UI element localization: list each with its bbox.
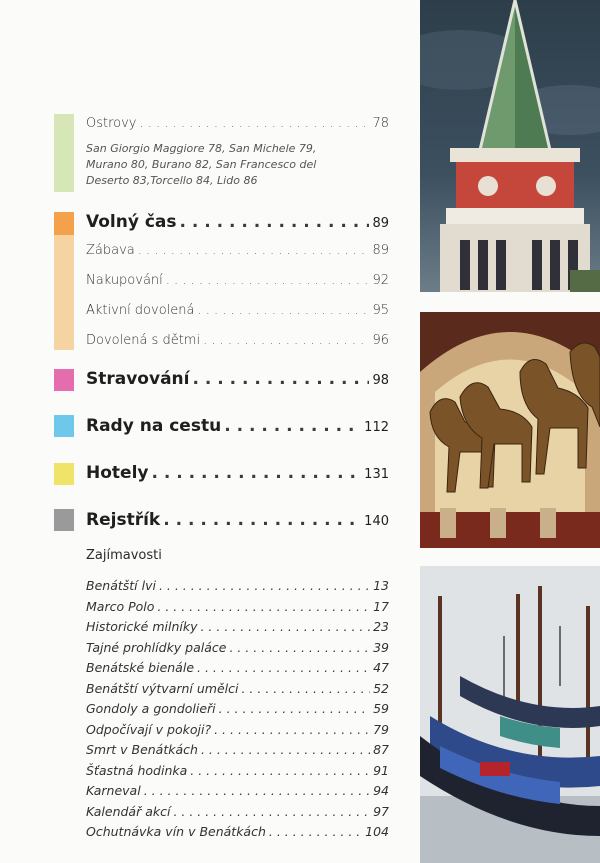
section-title: Hotely — [86, 463, 149, 483]
horses-illustration — [420, 312, 600, 548]
toc-section-hotely[interactable] — [86, 463, 389, 483]
dot-leader — [241, 681, 370, 696]
dot-leader — [166, 273, 370, 288]
zajimavosti-entry-page: 94 — [373, 783, 389, 798]
zajimavosti-entry-title: Ochutnávka vín v Benátkách — [86, 824, 266, 839]
zajimavosti-heading: Zajímavosti — [86, 548, 162, 563]
toc-entry-page: 92 — [372, 273, 389, 288]
toc-entry-nakupovani[interactable] — [86, 273, 389, 288]
dot-leader — [138, 243, 370, 258]
zajimavosti-entry-title: Šťastná hodinka — [86, 762, 188, 778]
dot-leader — [192, 369, 369, 389]
zajimavosti-entry-title: Kalendář akcí — [86, 803, 171, 819]
toc-entry-page: 96 — [372, 333, 389, 348]
zajimavosti-entry[interactable] — [86, 742, 389, 757]
campanile-photo — [420, 0, 600, 292]
zajimavosti-entry[interactable] — [86, 763, 389, 778]
toc-entry-page: 78 — [372, 116, 389, 131]
dot-leader — [197, 303, 369, 318]
zajimavosti-entry[interactable] — [86, 804, 389, 819]
zajimavosti-entry-page: 91 — [373, 762, 389, 778]
toc-section-stravovani[interactable] — [86, 369, 389, 389]
dot-leader — [159, 578, 370, 593]
zajimavosti-entry[interactable] — [86, 660, 389, 675]
stravovani-color-bar — [54, 369, 74, 391]
dot-leader — [200, 619, 370, 634]
zajimavosti-entry[interactable] — [86, 619, 389, 634]
dot-leader — [203, 333, 369, 348]
toc-section-rady-na-cestu[interactable] — [86, 416, 389, 436]
toc-entry-title: Dovolená s dětmi — [86, 333, 201, 348]
dot-leader — [180, 212, 370, 232]
zajimavosti-entry[interactable] — [86, 578, 389, 593]
toc-section-rejstrik[interactable] — [86, 510, 389, 530]
zajimavosti-entry-page: 59 — [373, 701, 389, 716]
zajimavosti-entry-page: 23 — [373, 619, 389, 634]
zajimavosti-entry-page: 52 — [373, 680, 389, 696]
toc-entry-title: Zábava — [86, 243, 135, 258]
toc-entry-title: Aktivní dovolená — [86, 303, 195, 318]
section-page: 140 — [364, 514, 389, 529]
volny-cas-color-bar-light — [54, 235, 74, 350]
gondolas-photo — [420, 566, 600, 863]
zajimavosti-entry-title: Benátští výtvarní umělci — [86, 680, 239, 696]
section-title: Stravování — [86, 369, 190, 389]
campanile-illustration — [420, 0, 600, 292]
zajimavosti-entry[interactable] — [86, 783, 389, 798]
zajimavosti-entry-page: 47 — [373, 660, 389, 675]
zajimavosti-entry-title: Benátské bienále — [86, 660, 195, 675]
horses-photo — [420, 312, 600, 548]
zajimavosti-entry-page: 17 — [373, 598, 389, 614]
zajimavosti-entry-title: Smrt v Benátkách — [86, 742, 198, 757]
section-title: Volný čas — [86, 212, 177, 232]
zajimavosti-entry-page: 104 — [365, 824, 389, 839]
section-page: 98 — [372, 373, 389, 388]
zajimavosti-entry[interactable] — [86, 681, 389, 696]
dot-leader — [269, 824, 362, 839]
zajimavosti-entry-page: 97 — [373, 803, 389, 819]
hotely-color-bar — [54, 463, 74, 485]
zajimavosti-entry-page: 87 — [373, 742, 389, 757]
dot-leader — [229, 640, 370, 655]
zajimavosti-entry-title: Benátští lvi — [86, 578, 156, 593]
ostrovy-sublist: San Giorgio Maggiore 78, San Michele 79, Murano 80, Burano 82, San Francesco del Deserto 83,Torcello 84, Lido 86 — [86, 142, 317, 187]
zajimavosti-entry-title: Tajné prohlídky paláce — [86, 639, 227, 655]
zajimavosti-entry[interactable] — [86, 701, 389, 716]
dot-leader — [157, 599, 370, 614]
dot-leader — [219, 701, 370, 716]
section-title: Rejstřík — [86, 510, 161, 530]
section-page: 131 — [364, 467, 389, 482]
toc-entry-title: Ostrovy — [86, 116, 137, 131]
dot-leader — [197, 660, 370, 675]
dot-leader — [224, 416, 361, 436]
volny-cas-color-bar-dark — [54, 212, 74, 235]
zajimavosti-entry-page: 39 — [373, 639, 389, 655]
section-page: 112 — [364, 420, 389, 435]
zajimavosti-entry[interactable] — [86, 640, 389, 655]
toc-entry-page: 89 — [372, 243, 389, 258]
section-page: 89 — [372, 216, 389, 231]
dot-leader — [201, 742, 370, 757]
section-title: Rady na cestu — [86, 416, 222, 436]
zajimavosti-entry[interactable] — [86, 824, 389, 839]
rejstrik-color-bar — [54, 509, 74, 531]
zajimavosti-entry[interactable] — [86, 722, 389, 737]
toc-entry-title: Nakupování — [86, 273, 163, 288]
rady-color-bar — [54, 415, 74, 437]
zajimavosti-entry-title: Odpočívají v pokoji? — [86, 721, 212, 737]
toc-entry-zabava[interactable] — [86, 243, 389, 258]
dot-leader — [140, 116, 370, 131]
toc-entry-dovolena-s-detmi[interactable] — [86, 333, 389, 348]
dot-leader — [144, 783, 370, 798]
ostrovy-color-bar — [54, 114, 74, 192]
toc-entry-aktivni-dovolena[interactable] — [86, 303, 389, 318]
dot-leader — [214, 722, 370, 737]
zajimavosti-entry-page: 79 — [373, 721, 389, 737]
toc-entry-ostrovy[interactable] — [86, 116, 389, 131]
zajimavosti-entry-title: Karneval — [86, 783, 141, 798]
dot-leader — [173, 804, 370, 819]
dot-leader — [190, 763, 370, 778]
zajimavosti-entry[interactable] — [86, 599, 389, 614]
gondolas-illustration — [420, 566, 600, 863]
zajimavosti-entry-title: Gondoly a gondolieři — [86, 701, 216, 716]
toc-entry-page: 95 — [372, 303, 389, 318]
zajimavosti-entry-title: Historické milníky — [86, 619, 198, 634]
toc-section-volny-cas[interactable] — [86, 212, 389, 232]
zajimavosti-entry-title: Marco Polo — [86, 598, 155, 614]
dot-leader — [151, 463, 361, 483]
zajimavosti-entry-page: 13 — [373, 578, 389, 593]
dot-leader — [163, 510, 361, 530]
